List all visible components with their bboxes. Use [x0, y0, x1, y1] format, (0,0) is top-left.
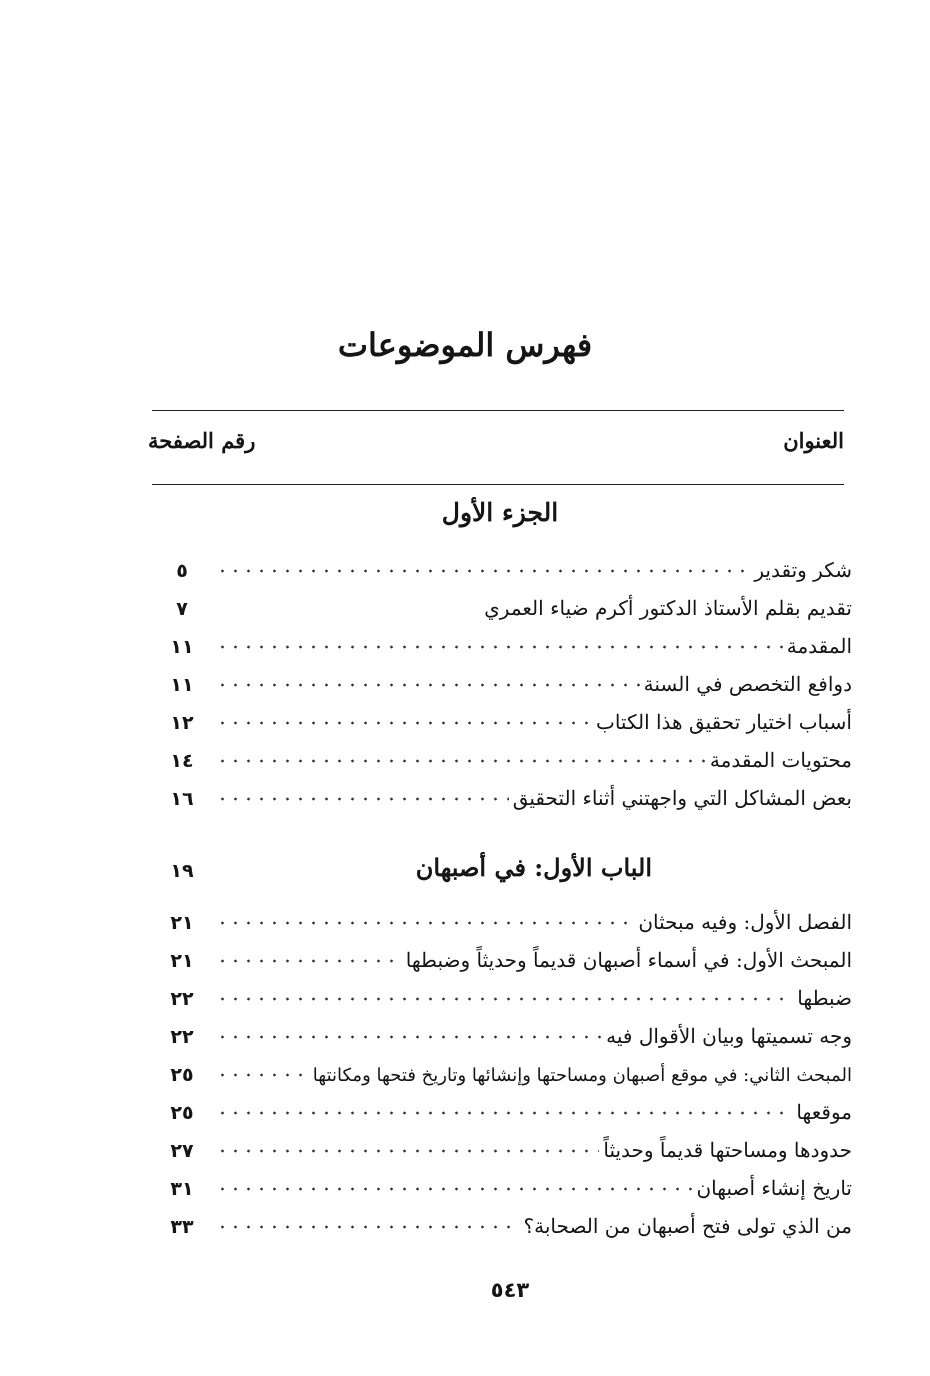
dot-leader [216, 716, 592, 730]
toc-entry-title: شكر وتقدير [754, 558, 852, 582]
toc-entry[interactable] [152, 1088, 852, 1124]
toc-entry-title: تاريخ إنشاء أصبهان [696, 1176, 852, 1200]
toc-entry-page: ١٢ [170, 712, 194, 734]
toc-entry-title: بعض المشاكل التي واجهتني أثناء التحقيق [512, 786, 852, 810]
toc-entry[interactable] [152, 698, 852, 734]
column-header-title: العنوان [783, 428, 844, 453]
bottom-rule [152, 484, 844, 485]
dot-leader [216, 1106, 792, 1120]
toc-entry-page: ١٦ [170, 788, 194, 810]
toc-entry-title: أسباب اختيار تحقيق هذا الكتاب [595, 710, 852, 734]
toc-entry-page: ٥ [176, 560, 188, 582]
dot-leader [216, 916, 634, 930]
dot-leader [216, 1068, 309, 1082]
toc-entry[interactable] [152, 1202, 852, 1238]
toc-entry-page: ٧ [176, 598, 188, 620]
toc-entry-title: ضبطها [797, 986, 852, 1010]
dot-leader [216, 792, 509, 806]
toc-entry-title: تقديم بقلم الأستاذ الدكتور أكرم ضياء العمري [484, 596, 852, 620]
chapter-page: ١٩ [170, 860, 194, 882]
toc-entry[interactable] [152, 974, 852, 1010]
toc-entry-page: ٢٥ [170, 1064, 194, 1086]
dot-leader [216, 1182, 692, 1196]
toc-entry-title: وجه تسميتها وبيان الأقوال فيه [606, 1024, 852, 1048]
toc-entry-title: موقعها [796, 1100, 852, 1124]
dot-leader [216, 1030, 602, 1044]
dot-leader [216, 678, 640, 692]
column-header-page: رقم الصفحة [148, 428, 256, 453]
toc-entry-title: دوافع التخصص في السنة [643, 672, 852, 696]
chapter-heading[interactable] [152, 842, 852, 882]
toc-entry[interactable] [152, 774, 852, 810]
toc-entry-page: ٣١ [170, 1178, 194, 1200]
toc-entry-page: ١٤ [170, 750, 194, 772]
toc-entry-page: ٢٥ [170, 1102, 194, 1124]
toc-entry-page: ٢٢ [170, 988, 194, 1010]
toc-entry[interactable] [152, 736, 852, 772]
toc-entry-title: المبحث الثاني: في موقع أصبهان ومساحتها وإنشائها وتاريخ فتحها ومكانتها [312, 1065, 852, 1086]
chapter-title: الباب الأول: في أصبهان [415, 853, 652, 882]
top-rule [152, 410, 844, 411]
dot-leader [216, 602, 480, 616]
toc-entry-page: ١١ [170, 674, 194, 696]
toc-entry-title: محتويات المقدمة [709, 748, 852, 772]
toc-entry[interactable] [152, 1126, 852, 1162]
toc-entry[interactable] [152, 584, 852, 620]
dot-leader [216, 1220, 520, 1234]
dot-leader [216, 754, 706, 768]
toc-entry-page: ١١ [170, 636, 194, 658]
toc-entry[interactable] [152, 898, 852, 934]
part-title: الجزء الأول [441, 498, 559, 527]
toc-entry-title: الفصل الأول: وفيه مبحثان [638, 910, 852, 934]
toc-entry[interactable] [152, 1164, 852, 1200]
toc-entry[interactable] [152, 622, 852, 658]
toc-entry[interactable] [152, 546, 852, 582]
page-number: ٥٤٣ [490, 1278, 530, 1302]
dot-leader [216, 564, 750, 578]
toc-entry-page: ٢٧ [170, 1140, 194, 1162]
toc-entry-page: ٣٣ [170, 1216, 194, 1238]
toc-entry-page: ٢١ [170, 950, 194, 972]
page-title: فهرس الموضوعات [337, 326, 593, 364]
dot-leader [216, 992, 793, 1006]
dot-leader [216, 640, 783, 654]
toc-entry[interactable] [152, 936, 852, 972]
dot-leader [216, 954, 402, 968]
toc-entry-title: حدودها ومساحتها قديماً وحديثاً [603, 1138, 852, 1162]
toc-entry-page: ٢٢ [170, 1026, 194, 1048]
toc-entry-title: المبحث الأول: في أسماء أصبهان قديماً وحديثاً وضبطها [405, 948, 852, 972]
toc-entry-page: ٢١ [170, 912, 194, 934]
dot-leader [216, 1144, 599, 1158]
toc-entry[interactable] [152, 660, 852, 696]
toc-entry-title: من الذي تولى فتح أصبهان من الصحابة؟ [523, 1214, 852, 1238]
toc-entry-title: المقدمة [786, 634, 852, 658]
toc-entry[interactable] [152, 1050, 852, 1086]
toc-entry[interactable] [152, 1012, 852, 1048]
